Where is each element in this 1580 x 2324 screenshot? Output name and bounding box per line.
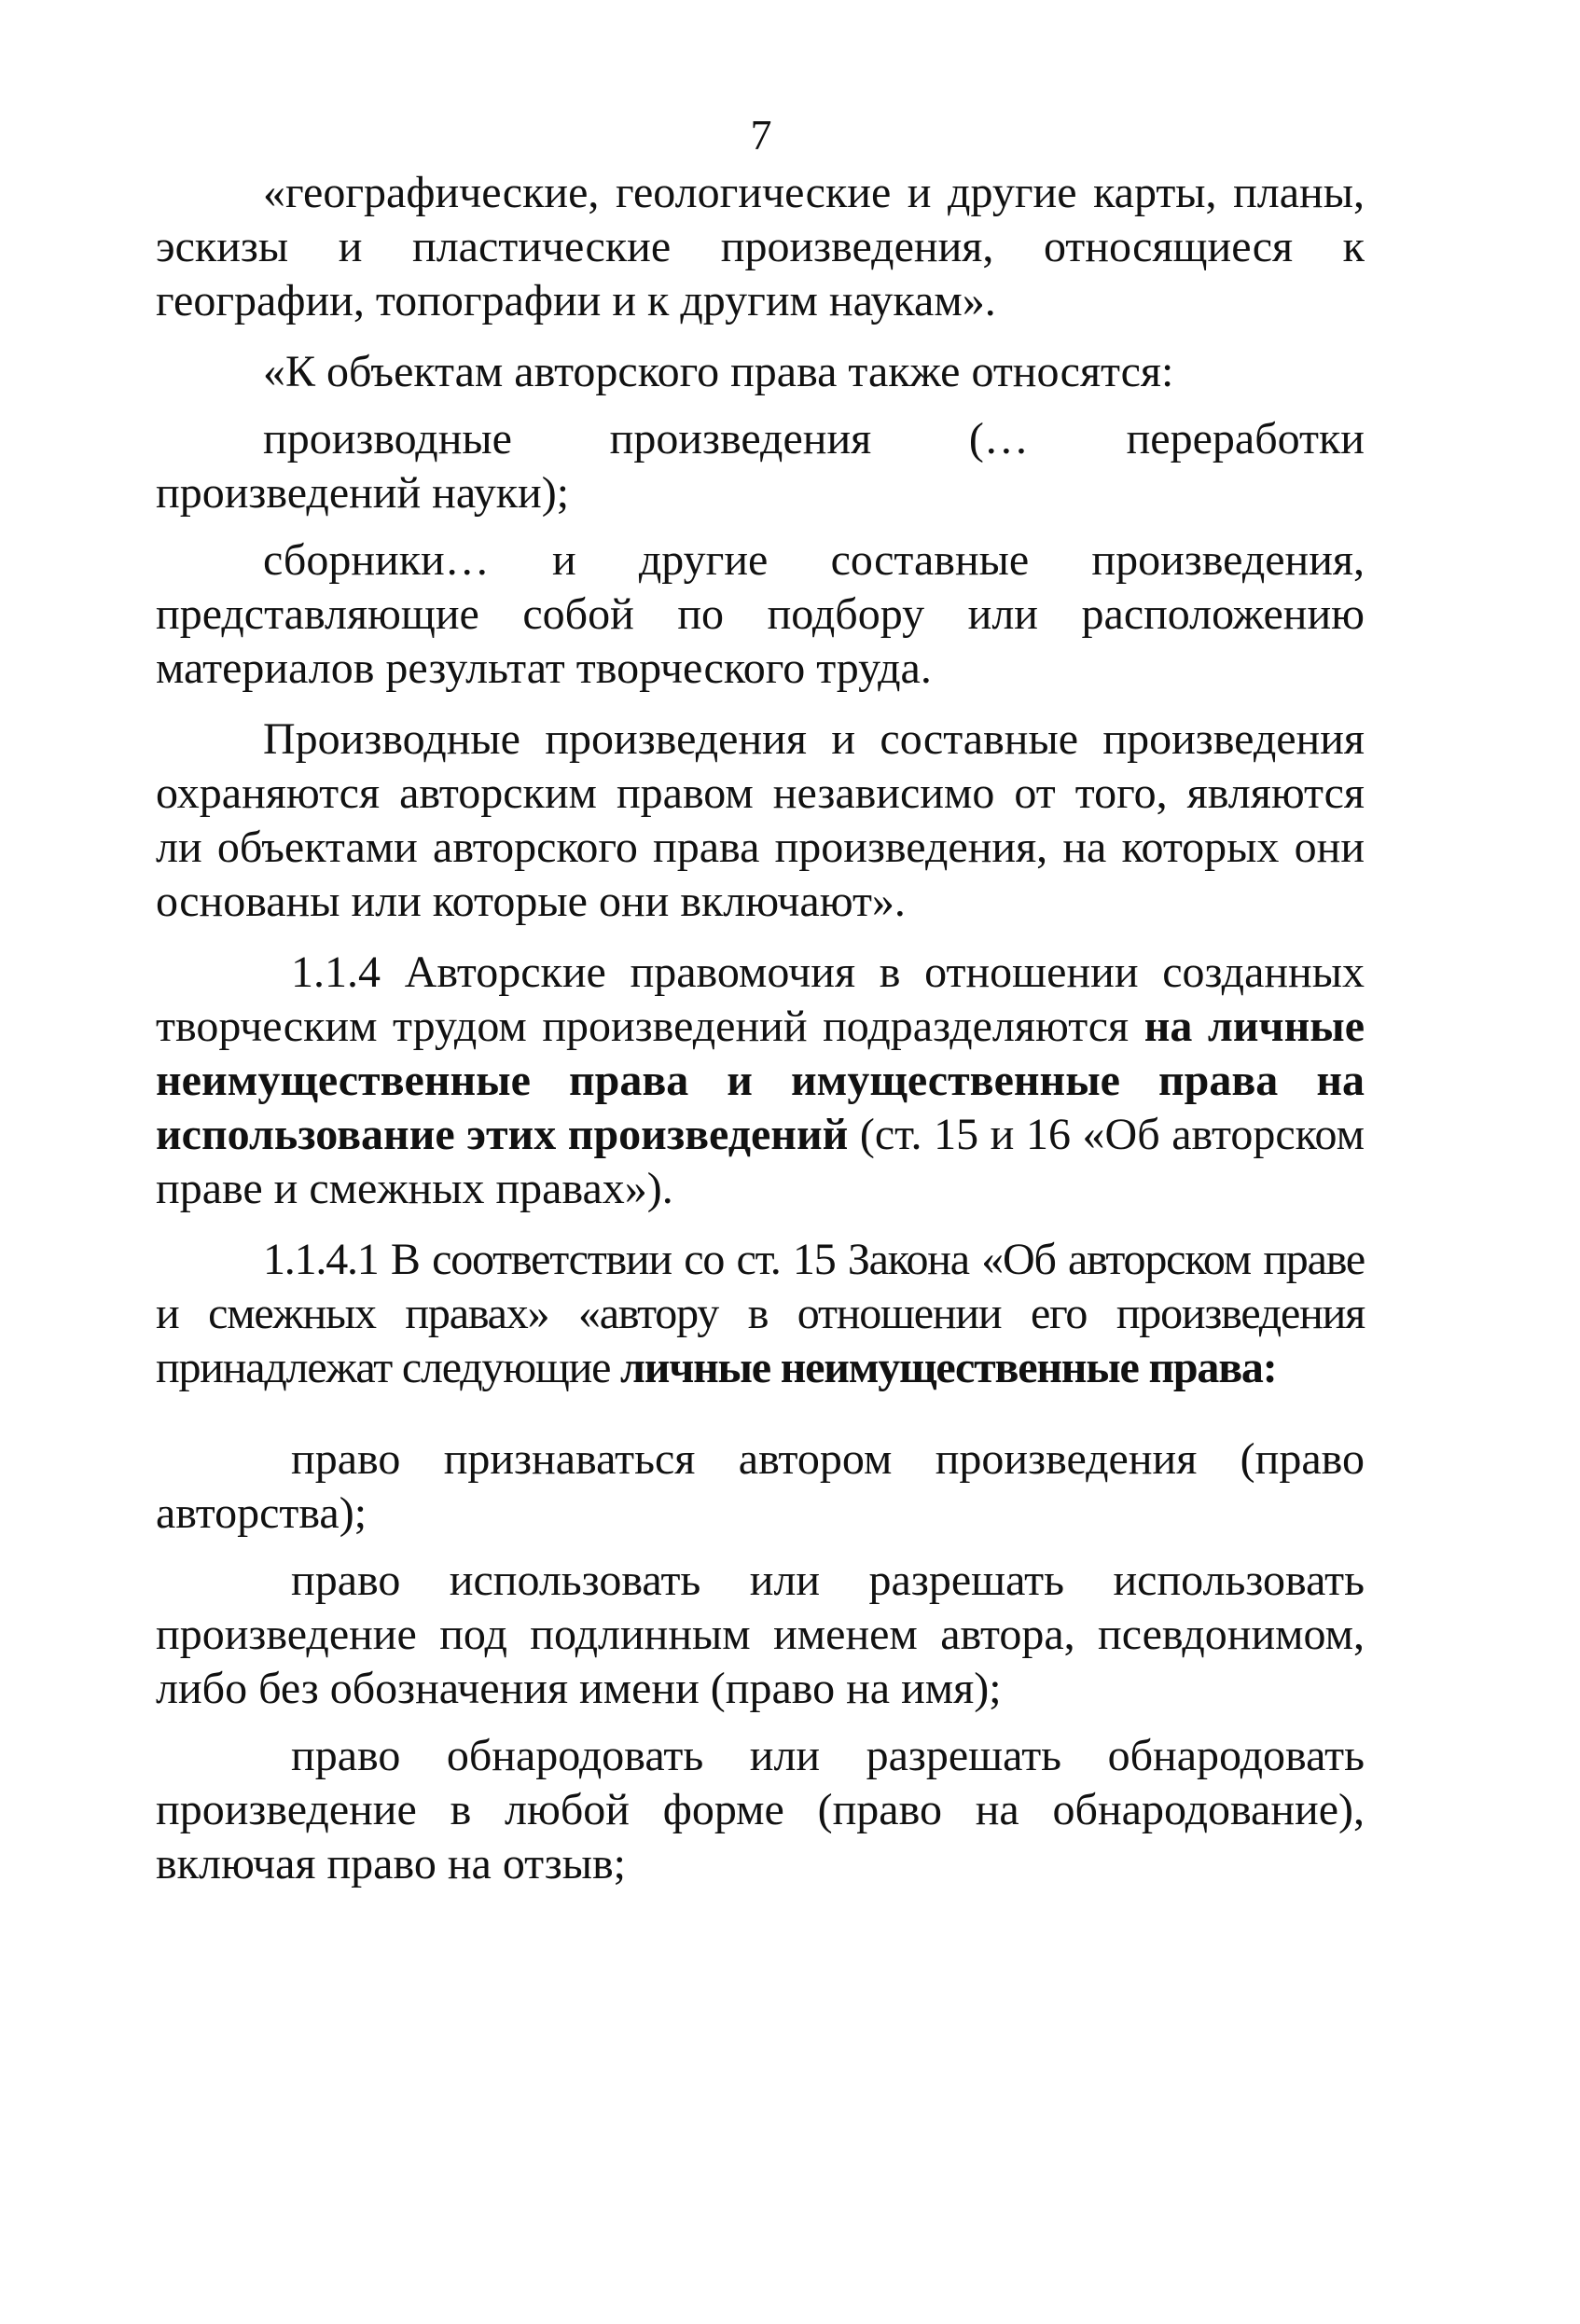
paragraph-1-1-4-1-lead: 1.1.4.1 В соответствии со ст. 15 Закона «Об авторском праве и смежных правах» «автору в отношении его произведения принадлежат следующие bbox=[156, 1235, 1365, 1392]
paragraph-derivative-works: производные произведения (… переработки произведений науки); bbox=[156, 414, 1365, 518]
paragraph-maps: «географические, геологические и другие карты, планы, эскизы и пластические произведения, относящиеся к географии, топографии и к другим наукам». bbox=[156, 168, 1365, 325]
paragraph-right-authorship: право признаваться автором произведения (право авторства); bbox=[156, 1434, 1365, 1538]
page-number: 7 bbox=[750, 111, 772, 159]
paragraph-right-publication: право обнародовать или разрешать обнародовать произведение в любой форме (право на обнародование), включая право на отзыв; bbox=[156, 1731, 1365, 1888]
paragraph-1-1-4-1 bbox=[156, 1233, 1365, 1395]
paragraph-right-name: право использовать или разрешать использовать произведение под подлинным именем автора, псевдонимом, либо без обозначения имени (право на имя); bbox=[156, 1556, 1365, 1713]
document-body bbox=[156, 166, 1365, 1891]
paragraph-collections: сборники… и другие составные произведения, представляющие собой по подбору или расположению материалов результат творческого труда. bbox=[156, 535, 1365, 693]
paragraph-1-1-4-tail: (ст. 15 и 16 «Об авторском праве и смежных правах»). bbox=[156, 1110, 1365, 1213]
paragraph-1-1-4-bold: на личные неимущественные права и имущественные права на использование этих произведений bbox=[156, 1002, 1365, 1159]
paragraph-objects-intro: «К объектам авторского права также относятся: bbox=[263, 347, 1174, 396]
paragraph-1-1-4-1-bold: личные неимущественные права: bbox=[620, 1343, 1277, 1392]
paragraph-protection: Производные произведения и составные произведения охраняются авторским правом независимо от того, являются ли объектами авторского права произведения, на которых они основаны или которые они включают». bbox=[156, 714, 1365, 926]
paragraph-1-1-4 bbox=[156, 946, 1365, 1216]
paragraph-1-1-4-lead: 1.1.4 Авторские правомочия в отношении созданных творческим трудом произведений подразделяются bbox=[156, 948, 1365, 1051]
